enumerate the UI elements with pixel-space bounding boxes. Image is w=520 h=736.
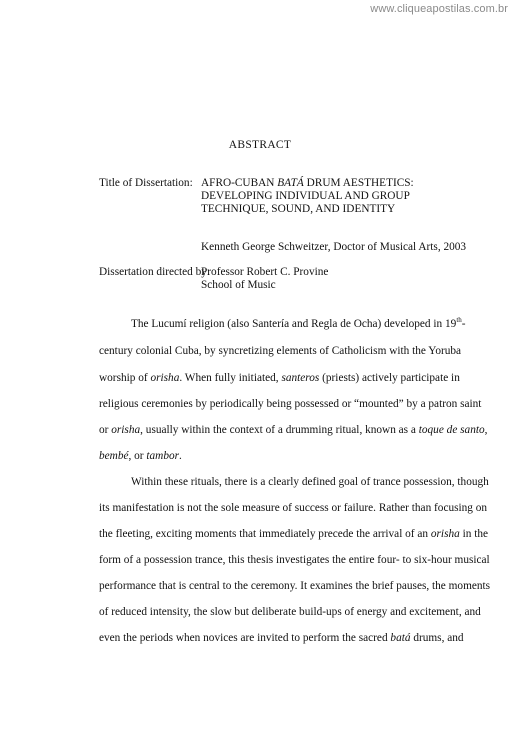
watermark-text: www.cliqueapostilas.com.br <box>370 3 508 15</box>
p1-line-5: or orisha, usually within the context of a drumming ritual, known as a toque de santo, <box>99 424 488 436</box>
p2-line-2: its manifestation is not the sole measure of success or failure. Rather than focusing on <box>99 502 488 514</box>
p1-line-1: The Lucumí religion (also Santería and Regla de Ocha) developed in 19th- <box>131 316 466 330</box>
p2-line-4: form of a possession trance, this thesis investigates the entire four- to six-hour musical <box>99 554 490 566</box>
p2-line-3: the fleeting, exciting moments that immediately precede the arrival of an orisha in the <box>99 528 489 540</box>
director-value <box>201 266 328 292</box>
p1-line-3: worship of orisha. When fully initiated, santeros (priests) actively participate in <box>99 372 460 384</box>
title-label: Title of Dissertation: <box>99 177 193 189</box>
title-line-1: AFRO-CUBAN BATÁ DRUM AESTHETICS: <box>201 177 414 189</box>
p1-line-4: religious ceremonies by periodically being possessed or “mounted” by a patron saint <box>99 398 482 410</box>
title-value <box>201 177 414 216</box>
title-line-2: DEVELOPING INDIVIDUAL AND GROUP <box>201 190 410 202</box>
director-label: Dissertation directed by: <box>99 266 211 278</box>
abstract-heading: ABSTRACT <box>228 139 292 151</box>
author-line: Kenneth George Schweitzer, Doctor of Musical Arts, 2003 <box>201 241 467 253</box>
p2-line-1: Within these rituals, there is a clearly defined goal of trance possession, though <box>131 476 489 488</box>
director-school: School of Music <box>201 279 276 291</box>
p2-line-6: of reduced intensity, the slow but deliberate build-ups of energy and excitement, and <box>99 606 481 618</box>
p2-line-7: even the periods when novices are invited to perform the sacred batá drums, and <box>99 632 464 644</box>
director-name: Professor Robert C. Provine <box>201 266 329 278</box>
title-line-3: TECHNIQUE, SOUND, AND IDENTITY <box>201 203 396 215</box>
p2-line-5: performance that is central to the ceremony. It examines the brief pauses, the moments <box>99 580 491 592</box>
p1-line-6: bembé, or tambor. <box>99 450 182 462</box>
p1-line-2: century colonial Cuba, by syncretizing elements of Catholicism with the Yoruba <box>99 345 462 357</box>
